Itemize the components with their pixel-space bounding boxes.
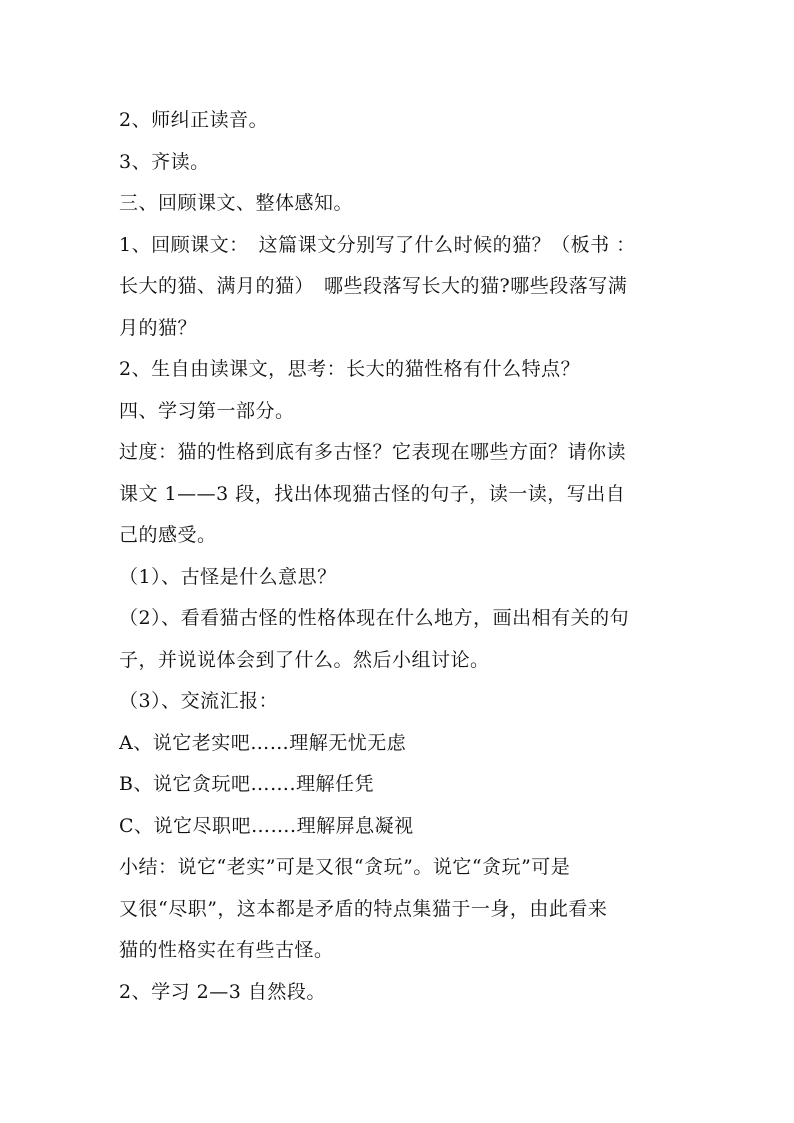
text-line: 小结：说它“老实”可是又很“贪玩”。说它“贪玩”可是 [119,856,571,878]
text-line: 2、生自由读课文，思考：长大的猫性格有什么特点？ [119,358,581,380]
text-line: 月的猫？ [119,316,198,339]
text-line: 2、师纠正读音。 [119,109,269,131]
text-line: 1、回顾课文： 这篇课文分别写了什么时候的猫？（板书 ： [119,233,636,256]
text-line: （3）、交流汇报： [119,690,279,712]
text-line: A、说它老实吧……理解无忧无虑 [119,731,407,754]
text-line: 2、学习 2—3 自然段。 [119,980,326,1003]
text-line: 子，并说说体会到了什么。然后小组讨论。 [119,648,490,671]
document-body [119,100,679,1013]
text-line: 猫的性格实在有些古怪。 [119,939,334,961]
text-line: 过度：猫的性格到底有多古怪？它表现在哪些方面？请你读 [119,441,627,463]
text-line: 3、齐读。 [119,150,210,173]
text-line: B、说它贪玩吧…….理解任凭 [119,773,375,795]
text-line: 又很“尽职”，这本都是矛盾的特点集猫于一身，由此看来 [119,897,608,920]
text-line: （2）、看看猫古怪的性格体现在什么地方，画出相有关的句 [119,607,630,629]
text-line: （1）、古怪是什么意思？ [119,565,337,588]
text-line: 长大的猫、满月的猫） 哪些段落写长大的猫?哪些段落写满 [119,275,628,297]
text-line: 己的感受。 [119,524,217,546]
text-line: C、说它尽职吧…….理解屏息凝视 [119,814,414,837]
text-line: 课文 1——3 段，找出体现猫古怪的句子，读一读，写出自 [119,482,626,505]
text-line: 四、学习第一部分。 [119,399,295,422]
text-line: 三、回顾课文、整体感知。 [119,192,354,214]
